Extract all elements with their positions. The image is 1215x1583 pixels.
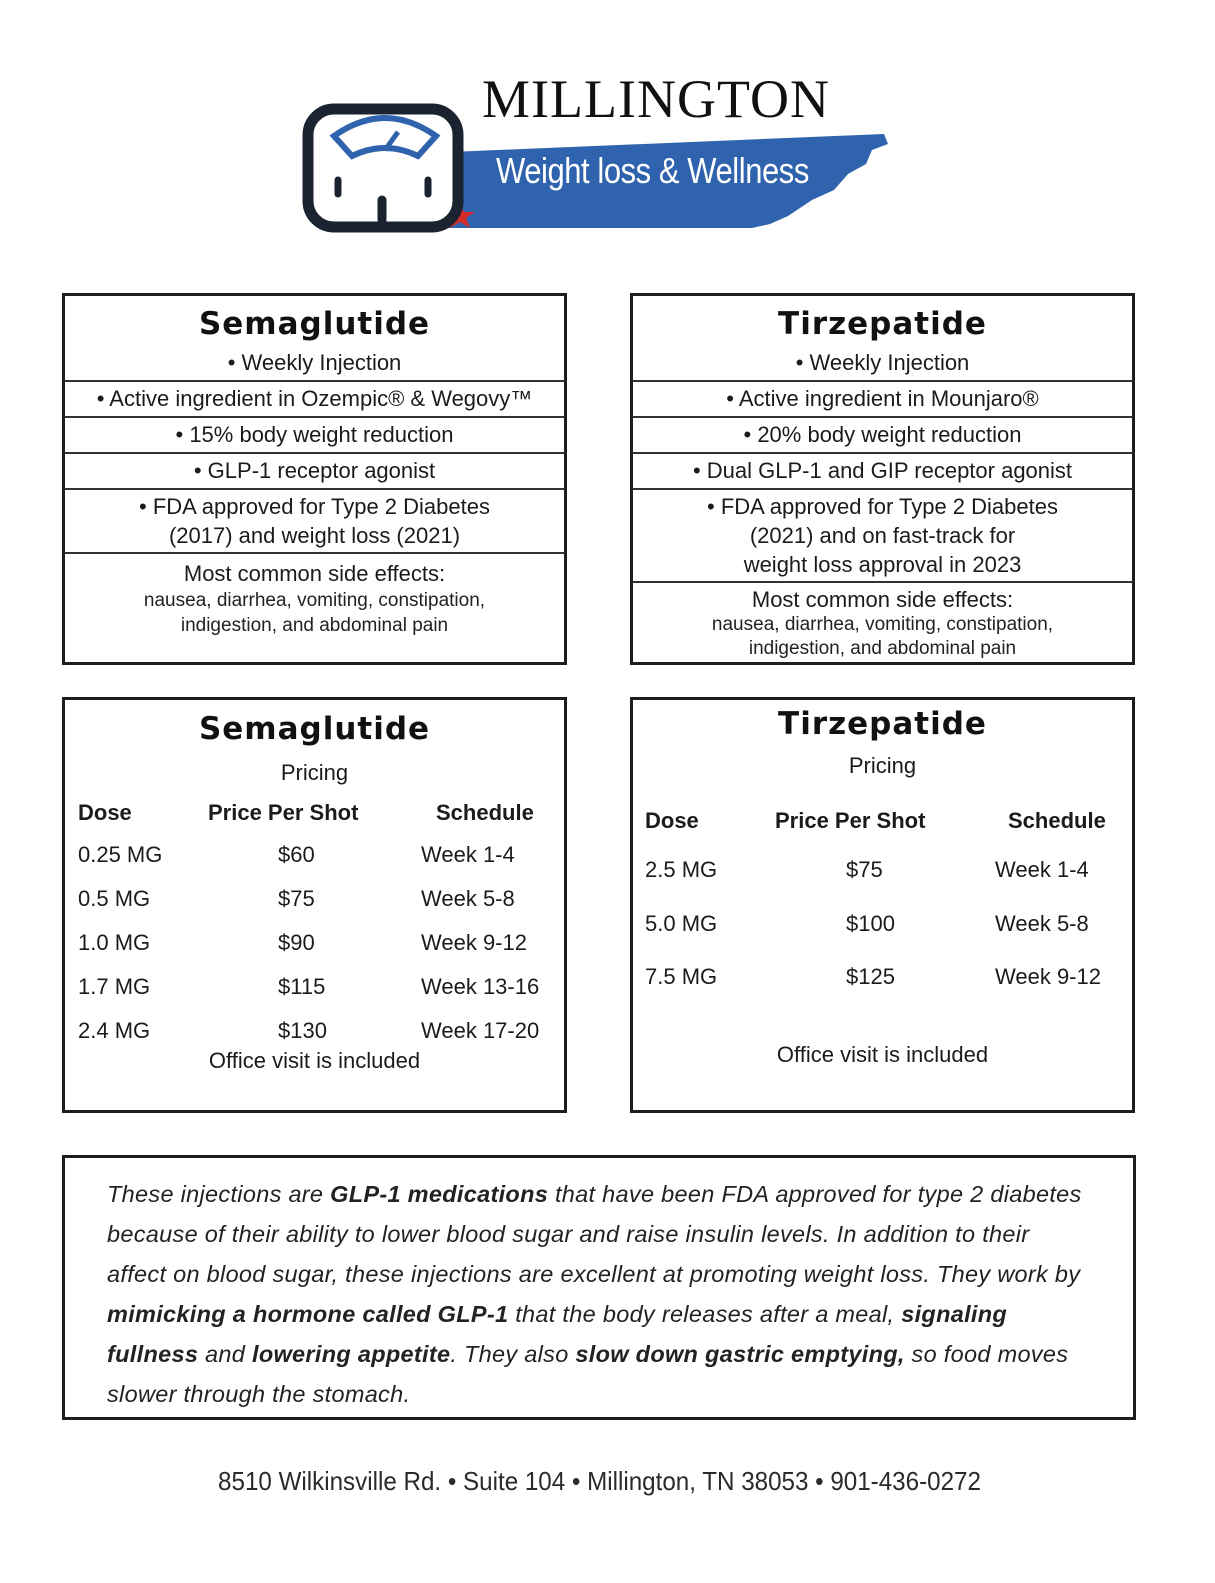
table-row (78, 965, 558, 1009)
table-row (645, 950, 1125, 1004)
dose-cell: 7.5 MG (645, 964, 718, 989)
para-text: . They also (450, 1341, 576, 1367)
table-row (78, 921, 558, 965)
fda-line: (2021) and on fast-track for (749, 523, 1016, 548)
pricing-subtitle: Pricing (280, 760, 349, 785)
dose-cell: 5.0 MG (645, 911, 718, 936)
fda-line: • FDA approved for Type 2 Diabetes (707, 494, 1058, 519)
fda-line: • FDA approved for Type 2 Diabetes (139, 494, 490, 519)
col-header-dose: Dose (78, 800, 132, 825)
para-emphasis: lowering appetite (251, 1341, 451, 1367)
price-cell: $90 (278, 930, 315, 955)
fda-row (633, 488, 1132, 581)
tirzepatide-pricing-title: Tirzepatide (778, 706, 987, 742)
schedule-cell: Week 5-8 (421, 886, 515, 911)
brand-logo (300, 69, 900, 247)
dose-cell: 2.5 MG (645, 857, 718, 882)
side-effects (65, 552, 564, 638)
semaglutide-pricing-box (62, 697, 567, 1113)
dose-cell: 1.0 MG (78, 930, 151, 955)
info-row: • Weekly Injection (795, 350, 970, 375)
price-cell: $130 (278, 1018, 327, 1043)
para-emphasis: signaling fullness (107, 1301, 1008, 1367)
dose-cell: 1.7 MG (78, 974, 151, 999)
info-row: • Weekly Injection (227, 350, 402, 375)
tirzepatide-info-box (630, 293, 1135, 665)
col-header-price: Price Per Shot (208, 800, 359, 825)
table-row (78, 877, 558, 921)
semaglutide-pricing-title: Semaglutide (198, 711, 431, 747)
table-header-row (645, 800, 1125, 842)
col-header-price: Price Per Shot (775, 808, 926, 833)
glp1-description (62, 1155, 1136, 1420)
para-text: These injections are (107, 1181, 331, 1207)
table-row (645, 898, 1125, 950)
info-row: • GLP-1 receptor agonist (65, 452, 564, 488)
price-cell: $60 (278, 842, 315, 867)
semaglutide-info-title: Semaglutide (198, 306, 431, 342)
schedule-cell: Week 5-8 (995, 911, 1089, 936)
schedule-cell: Week 1-4 (995, 857, 1089, 882)
table-row (78, 833, 558, 877)
info-row: • Dual GLP-1 and GIP receptor agonist (633, 452, 1132, 488)
brand-name: MILLINGTON (482, 69, 830, 129)
para-text: that the body releases after a meal, (508, 1301, 902, 1327)
info-row: • Active ingredient in Mounjaro® (633, 380, 1132, 416)
col-header-schedule: Schedule (436, 800, 534, 825)
semaglutide-info-box (62, 293, 567, 665)
side-effects-heading: Most common side effects: (751, 587, 1014, 612)
price-cell: $75 (846, 857, 883, 882)
side-effects-line: indigestion, and abdominal pain (180, 615, 449, 636)
para-text: and (198, 1341, 252, 1367)
footer-address: 8510 Wilkinsville Rd. • Suite 104 • Millington, TN 38053 • 901-436-0272 (218, 1466, 981, 1496)
pricing-subtitle: Pricing (848, 753, 917, 778)
schedule-cell: Week 17-20 (421, 1018, 540, 1043)
dose-cell: 0.25 MG (78, 842, 163, 867)
side-effects-heading: Most common side effects: (183, 561, 446, 586)
schedule-cell: Week 1-4 (421, 842, 515, 867)
side-effects-line: indigestion, and abdominal pain (748, 638, 1017, 659)
schedule-cell: Week 9-12 (421, 930, 527, 955)
dose-cell: 2.4 MG (78, 1018, 151, 1043)
schedule-cell: Week 9-12 (995, 964, 1101, 989)
office-visit-note: Office visit is included (208, 1048, 421, 1073)
semaglutide-price-table (78, 793, 558, 1053)
info-row: • 15% body weight reduction (65, 416, 564, 452)
para-text: so food moves slower through the stomach. (107, 1341, 1069, 1407)
col-header-schedule: Schedule (1008, 808, 1106, 833)
office-visit-note: Office visit is included (776, 1042, 989, 1067)
tirzepatide-price-table (645, 800, 1125, 1004)
price-cell: $75 (278, 886, 315, 911)
table-row (645, 842, 1125, 898)
price-cell: $115 (278, 974, 326, 999)
info-row: • Active ingredient in Ozempic® & Wegovy™ (65, 380, 564, 416)
schedule-cell: Week 13-16 (421, 974, 540, 999)
price-cell: $125 (846, 964, 895, 989)
price-cell: $100 (846, 911, 895, 936)
fda-line: (2017) and weight loss (2021) (168, 523, 461, 548)
para-emphasis: GLP-1 medications (330, 1181, 549, 1207)
table-header-row (78, 793, 558, 833)
para-text: that have been FDA approved for type 2 diabetes because of their ability to lower blood sugar and raise insulin levels. In addition to their affect on blood sugar, these injections are excellent at promoting weight loss. They work by (107, 1181, 1082, 1287)
col-header-dose: Dose (645, 808, 699, 833)
dose-cell: 0.5 MG (78, 886, 151, 911)
tirzepatide-info-title: Tirzepatide (778, 306, 987, 342)
side-effects (633, 581, 1132, 661)
brand-tagline: Weight loss & Wellness (496, 150, 809, 191)
para-emphasis: mimicking a hormone called GLP-1 (107, 1301, 509, 1327)
table-row (78, 1009, 558, 1053)
side-effects-line: nausea, diarrhea, vomiting, constipation, (711, 614, 1054, 635)
info-row: • 20% body weight reduction (633, 416, 1132, 452)
fda-line: weight loss approval in 2023 (743, 552, 1022, 577)
tirzepatide-pricing-box (630, 697, 1135, 1113)
fda-row (65, 488, 564, 552)
para-emphasis: slow down gastric emptying, (575, 1341, 905, 1367)
side-effects-line: nausea, diarrhea, vomiting, constipation, (143, 590, 486, 611)
scale-dial-icon (334, 118, 436, 156)
